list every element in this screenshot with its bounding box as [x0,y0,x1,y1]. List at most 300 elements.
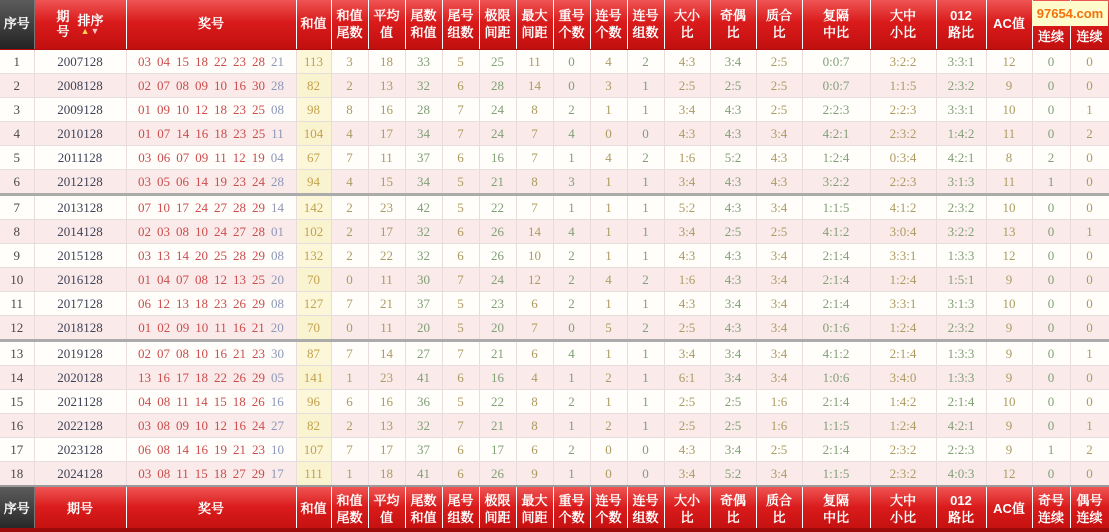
consecutive-groups-cell: 1 [627,292,664,316]
limit-span-cell: 17 [479,438,516,462]
012-path-ratio-cell: 1:5:1 [936,268,986,292]
column-header-numbers: 奖号 [126,0,296,50]
period-cell: 2019128 [34,341,126,366]
winning-number: 29 [251,465,265,481]
even-streak-cell: 1 [1070,220,1109,244]
odd-even-ratio-cell: 4:3 [710,98,756,122]
consecutive-count-cell: 1 [590,341,627,366]
winning-number: 20 [195,247,208,263]
big-mid-small-ratio-cell: 1:1:5 [870,74,936,98]
winning-number: 05 [157,173,170,189]
odd-streak-cell: 2 [1032,146,1070,170]
winning-number: 09 [195,77,208,93]
repeat-count-cell: 3 [553,170,590,195]
average-cell: 17 [368,220,405,244]
numbers-cell [126,341,296,366]
winning-number: 07 [138,199,151,215]
winning-number: 08 [176,77,189,93]
seq-cell: 14 [0,366,34,390]
numbers-cell [126,316,296,341]
winning-number: 12 [214,417,227,433]
ac-value-cell: 11 [986,170,1032,195]
odd-streak-cell: 1 [1032,438,1070,462]
max-span-cell: 14 [516,220,553,244]
ac-value-cell: 9 [986,341,1032,366]
winning-number: 08 [176,345,189,361]
winning-number: 25 [214,247,227,263]
prime-composite-ratio-cell: 2:5 [756,98,802,122]
special-number: 30 [271,345,284,361]
tail-sum-cell: 32 [405,414,442,438]
average-cell: 23 [368,366,405,390]
big-small-ratio-cell: 4:3 [664,292,710,316]
column-header-average: 平均 值 [368,0,405,50]
sum-tail-cell: 4 [331,122,368,146]
repeat-count-cell: 2 [553,390,590,414]
column-header-big-mid-small-ratio: 大中 小比 [870,0,936,50]
prime-composite-ratio-cell: 1:6 [756,414,802,438]
repeat-count-cell: 2 [553,98,590,122]
ac-value-cell: 9 [986,366,1032,390]
footer-header-consecutive-count: 连号 个数 [590,486,627,532]
numbers-cell [126,50,296,74]
special-number: 21 [271,53,284,69]
consecutive-groups-cell: 1 [627,341,664,366]
big-small-ratio-cell: 5:2 [664,195,710,220]
prime-composite-ratio-cell: 3:4 [756,268,802,292]
average-cell: 22 [368,244,405,268]
seq-cell: 13 [0,341,34,366]
winning-number: 23 [214,295,227,311]
footer-header-ac-value: AC值 [986,486,1032,532]
winning-number: 07 [176,271,189,287]
period-cell: 2014128 [34,220,126,244]
average-cell: 11 [368,268,405,292]
sum-cell: 142 [296,195,331,220]
consecutive-groups-cell: 1 [627,74,664,98]
winning-number: 11 [176,393,189,409]
sum-tail-cell: 3 [331,50,368,74]
012-path-ratio-cell: 1:3:3 [936,341,986,366]
winning-number: 09 [176,319,190,335]
footer-header-tail-sum: 尾数 和值 [405,486,442,532]
consecutive-count-cell: 1 [590,98,627,122]
average-cell: 11 [368,316,405,341]
winning-number: 09 [176,417,189,433]
special-number: 16 [270,393,284,409]
winning-number: 23 [252,441,265,457]
big-small-ratio-cell: 3:4 [664,220,710,244]
footer-header-big-small-ratio: 大小 比 [664,486,710,532]
special-number: 14 [271,199,284,215]
repeat-count-cell: 4 [553,122,590,146]
seq-cell: 8 [0,220,34,244]
tail-groups-cell: 7 [442,98,479,122]
max-span-cell: 7 [516,195,553,220]
tail-sum-cell: 27 [405,341,442,366]
big-small-ratio-cell: 2:5 [664,414,710,438]
winning-number: 13 [157,247,170,263]
winning-number: 30 [252,77,265,93]
sum-tail-cell: 2 [331,244,368,268]
prime-composite-ratio-cell: 2:5 [756,438,802,462]
consecutive-count-cell: 4 [590,50,627,74]
seq-cell: 4 [0,122,34,146]
footer-header-repeat-count: 重号 个数 [553,486,590,532]
winning-number: 19 [251,149,265,165]
footer-header-max-span: 最大 间距 [516,486,553,532]
sum-tail-cell: 8 [331,98,368,122]
sum-cell: 102 [296,220,331,244]
winning-number: 26 [251,393,265,409]
ac-value-cell: 12 [986,244,1032,268]
sum-cell: 127 [296,292,331,316]
odd-even-ratio-cell: 2:5 [710,74,756,98]
numbers-cell [126,170,296,195]
winning-number: 09 [195,149,209,165]
consecutive-groups-cell: 0 [627,462,664,487]
period-cell: 2011128 [34,146,126,170]
even-streak-cell: 1 [1070,341,1109,366]
odd-streak-cell: 0 [1032,341,1070,366]
winning-number: 17 [176,369,189,385]
winning-number: 22 [214,369,227,385]
big-small-ratio-cell: 2:5 [664,74,710,98]
big-mid-small-ratio-cell: 2:3:2 [870,438,936,462]
winning-number: 27 [232,465,246,481]
prime-composite-ratio-cell: 3:4 [756,316,802,341]
seq-cell: 18 [0,462,34,487]
sum-cell: 82 [296,414,331,438]
odd-even-ratio-cell: 4:3 [710,268,756,292]
winning-number: 04 [157,271,170,287]
repeat-interval-mid-ratio-cell: 0:1:6 [802,316,870,341]
seq-cell: 2 [0,74,34,98]
012-path-ratio-cell: 3:3:1 [936,98,986,122]
winning-number: 11 [214,149,227,165]
winning-number: 25 [252,101,265,117]
ac-value-cell: 9 [986,74,1032,98]
tail-sum-cell: 20 [405,316,442,341]
sum-cell: 94 [296,170,331,195]
winning-number: 15 [194,465,208,481]
big-small-ratio-cell: 1:6 [664,146,710,170]
winning-number: 25 [252,271,265,287]
period-cell: 2018128 [34,316,126,341]
tail-sum-cell: 33 [405,50,442,74]
odd-streak-cell: 0 [1032,366,1070,390]
ac-value-cell: 12 [986,50,1032,74]
tail-sum-cell: 32 [405,220,442,244]
winning-number: 21 [233,345,246,361]
tail-groups-cell: 5 [442,170,479,195]
max-span-cell: 8 [516,414,553,438]
limit-span-cell: 21 [479,170,516,195]
prime-composite-ratio-cell: 2:5 [756,50,802,74]
big-mid-small-ratio-cell: 4:1:2 [870,195,936,220]
winning-number: 14 [194,393,208,409]
big-mid-small-ratio-cell: 1:4:2 [870,390,936,414]
even-streak-cell: 0 [1070,74,1109,98]
winning-number: 14 [176,125,190,141]
tail-sum-cell: 37 [405,292,442,316]
average-cell: 18 [368,50,405,74]
site-badge-link[interactable]: 97654.com [1032,1,1108,26]
tail-sum-cell: 28 [405,98,442,122]
special-number: 28 [271,77,284,93]
sum-tail-cell: 2 [331,414,368,438]
winning-number: 26 [233,369,246,385]
consecutive-count-cell: 2 [590,414,627,438]
winning-number: 24 [252,173,265,189]
big-mid-small-ratio-cell: 3:2:2 [870,50,936,74]
winning-number: 16 [214,345,227,361]
column-header-seq: 序号 [0,0,34,50]
seq-cell: 17 [0,438,34,462]
max-span-cell: 6 [516,292,553,316]
ac-value-cell: 12 [986,462,1032,487]
column-header-period: 期 号 排序 ▲▼ [34,0,126,50]
prime-composite-ratio-cell: 3:4 [756,292,802,316]
odd-streak-cell: 0 [1032,220,1070,244]
numbers-cell [126,438,296,462]
footer-header-consecutive-groups: 连号 组数 [627,486,664,532]
odd-even-ratio-cell: 4:3 [710,195,756,220]
winning-number: 13 [138,369,151,385]
winning-number: 10 [195,319,209,335]
sort-desc-icon[interactable]: ▼ [90,25,101,36]
tail-sum-cell: 41 [405,462,442,487]
winning-number: 18 [195,295,208,311]
winning-number: 21 [233,441,246,457]
sum-tail-cell: 4 [331,170,368,195]
even-streak-cell: 0 [1070,462,1109,487]
winning-number: 14 [176,247,189,263]
numbers-cell [126,195,296,220]
winning-number: 12 [157,295,170,311]
winning-number: 03 [138,149,152,165]
numbers-cell [126,268,296,292]
sum-cell: 113 [296,50,331,74]
winning-number: 18 [214,125,228,141]
winning-number: 24 [195,199,208,215]
tail-sum-cell: 32 [405,244,442,268]
table-row [0,146,1109,170]
odd-even-ratio-cell: 2:5 [710,390,756,414]
winning-number: 06 [176,173,189,189]
winning-number: 23 [233,173,246,189]
column-header-max-span: 最大 间距 [516,0,553,50]
prime-composite-ratio-cell: 2:5 [756,74,802,98]
consecutive-groups-cell: 2 [627,50,664,74]
winning-number: 14 [176,441,189,457]
column-header-tail-sum: 尾数 和值 [405,0,442,50]
tail-groups-cell: 6 [442,146,479,170]
max-span-cell: 4 [516,366,553,390]
odd-even-ratio-cell: 4:3 [710,316,756,341]
012-path-ratio-cell: 2:2:3 [936,438,986,462]
winning-number: 24 [214,223,227,239]
winning-number: 27 [233,223,246,239]
winning-number: 18 [213,465,227,481]
repeat-interval-mid-ratio-cell: 3:2:2 [802,170,870,195]
012-path-ratio-cell: 2:3:2 [936,74,986,98]
numbers-cell [126,390,296,414]
footer-header-tail-groups: 尾号 组数 [442,486,479,532]
winning-number: 12 [195,101,208,117]
column-header-tail-groups: 尾号 组数 [442,0,479,50]
limit-span-cell: 23 [479,292,516,316]
table-row [0,292,1109,316]
consecutive-groups-cell: 2 [627,146,664,170]
winning-number: 08 [157,393,171,409]
winning-number: 16 [195,441,208,457]
sort-asc-icon[interactable]: ▲ [80,25,91,36]
numbers-cell [126,366,296,390]
table-row [0,390,1109,414]
period-cell: 2008128 [34,74,126,98]
odd-streak-cell: 0 [1032,316,1070,341]
consecutive-groups-cell: 0 [627,122,664,146]
footer-header-numbers: 奖号 [126,486,296,532]
even-streak-cell: 0 [1070,170,1109,195]
winning-number: 19 [214,441,227,457]
big-mid-small-ratio-cell: 1:2:4 [870,268,936,292]
tail-groups-cell: 6 [442,244,479,268]
winning-number: 08 [157,417,170,433]
special-number: 04 [270,149,284,165]
max-span-cell: 8 [516,390,553,414]
seq-cell: 6 [0,170,34,195]
odd-even-ratio-cell: 3:4 [710,292,756,316]
repeat-interval-mid-ratio-cell: 1:0:6 [802,366,870,390]
big-mid-small-ratio-cell: 2:2:3 [870,170,936,195]
big-small-ratio-cell: 4:3 [664,244,710,268]
column-header-limit-span: 极限 间距 [479,0,516,50]
special-number: 08 [271,295,284,311]
special-number: 17 [270,465,284,481]
big-small-ratio-cell: 6:1 [664,366,710,390]
limit-span-cell: 22 [479,195,516,220]
seq-cell: 1 [0,50,34,74]
consecutive-groups-cell: 1 [627,244,664,268]
special-number: 27 [271,417,284,433]
consecutive-count-cell: 1 [590,244,627,268]
012-path-ratio-cell: 1:4:2 [936,122,986,146]
consecutive-count-cell: 0 [590,438,627,462]
table-footer [0,486,1109,532]
winning-number: 18 [195,53,208,69]
consecutive-count-cell: 5 [590,316,627,341]
limit-span-cell: 20 [479,316,516,341]
even-streak-cell: 0 [1070,390,1109,414]
winning-number: 10 [157,199,170,215]
repeat-interval-mid-ratio-cell: 4:1:2 [802,341,870,366]
tail-sum-cell: 32 [405,74,442,98]
max-span-cell: 12 [516,268,553,292]
table-row [0,268,1109,292]
winning-number: 02 [138,77,151,93]
numbers-cell [126,292,296,316]
repeat-count-cell: 1 [553,414,590,438]
winning-number: 08 [157,465,171,481]
column-header-even-streak: 连续 [1070,0,1109,50]
winning-number: 09 [157,101,170,117]
winning-number: 29 [252,369,265,385]
repeat-interval-mid-ratio-cell: 1:2:4 [802,146,870,170]
max-span-cell: 7 [516,146,553,170]
repeat-count-cell: 1 [553,366,590,390]
odd-even-ratio-cell: 2:5 [710,220,756,244]
consecutive-count-cell: 3 [590,74,627,98]
winning-number: 23 [252,345,265,361]
winning-number: 23 [233,101,246,117]
footer-header-odd-even-ratio: 奇偶 比 [710,486,756,532]
winning-number: 10 [195,417,208,433]
limit-span-cell: 24 [479,98,516,122]
winning-number: 07 [157,345,170,361]
column-header-ac-value: AC值 [986,0,1032,50]
ac-value-cell: 10 [986,98,1032,122]
sum-cell: 82 [296,74,331,98]
max-span-cell: 6 [516,341,553,366]
winning-number: 07 [176,149,190,165]
limit-span-cell: 21 [479,414,516,438]
average-cell: 18 [368,462,405,487]
prime-composite-ratio-cell: 4:3 [756,146,802,170]
special-number: 28 [271,173,284,189]
odd-streak-cell: 0 [1032,390,1070,414]
even-streak-cell: 0 [1070,366,1109,390]
winning-number: 16 [233,417,246,433]
table-row [0,462,1109,487]
column-header-big-small-ratio: 大小 比 [664,0,710,50]
repeat-interval-mid-ratio-cell: 0:0:7 [802,50,870,74]
limit-span-cell: 28 [479,74,516,98]
table-row [0,50,1109,74]
sum-tail-cell: 7 [331,292,368,316]
sum-tail-cell: 1 [331,462,368,487]
even-streak-cell: 1 [1070,414,1109,438]
table-row [0,341,1109,366]
big-mid-small-ratio-cell: 0:3:4 [870,146,936,170]
repeat-interval-mid-ratio-cell: 4:2:1 [802,122,870,146]
period-cell: 2013128 [34,195,126,220]
winning-number: 18 [232,393,246,409]
table-row [0,438,1109,462]
repeat-count-cell: 1 [553,195,590,220]
winning-number: 15 [213,393,227,409]
average-cell: 23 [368,195,405,220]
seq-cell: 11 [0,292,34,316]
special-number: 20 [270,319,284,335]
prime-composite-ratio-cell: 3:4 [756,195,802,220]
012-path-ratio-cell: 2:3:2 [936,316,986,341]
consecutive-groups-cell: 1 [627,366,664,390]
winning-number: 04 [138,393,152,409]
winning-number: 10 [214,77,227,93]
consecutive-count-cell: 0 [590,462,627,487]
table-row [0,122,1109,146]
ac-value-cell: 10 [986,195,1032,220]
sort-arrows[interactable] [81,27,101,36]
012-path-ratio-cell: 3:1:3 [936,170,986,195]
table-row [0,316,1109,341]
even-streak-cell: 0 [1070,268,1109,292]
limit-span-cell: 26 [479,462,516,487]
max-span-cell: 14 [516,74,553,98]
period-cell: 2023128 [34,438,126,462]
